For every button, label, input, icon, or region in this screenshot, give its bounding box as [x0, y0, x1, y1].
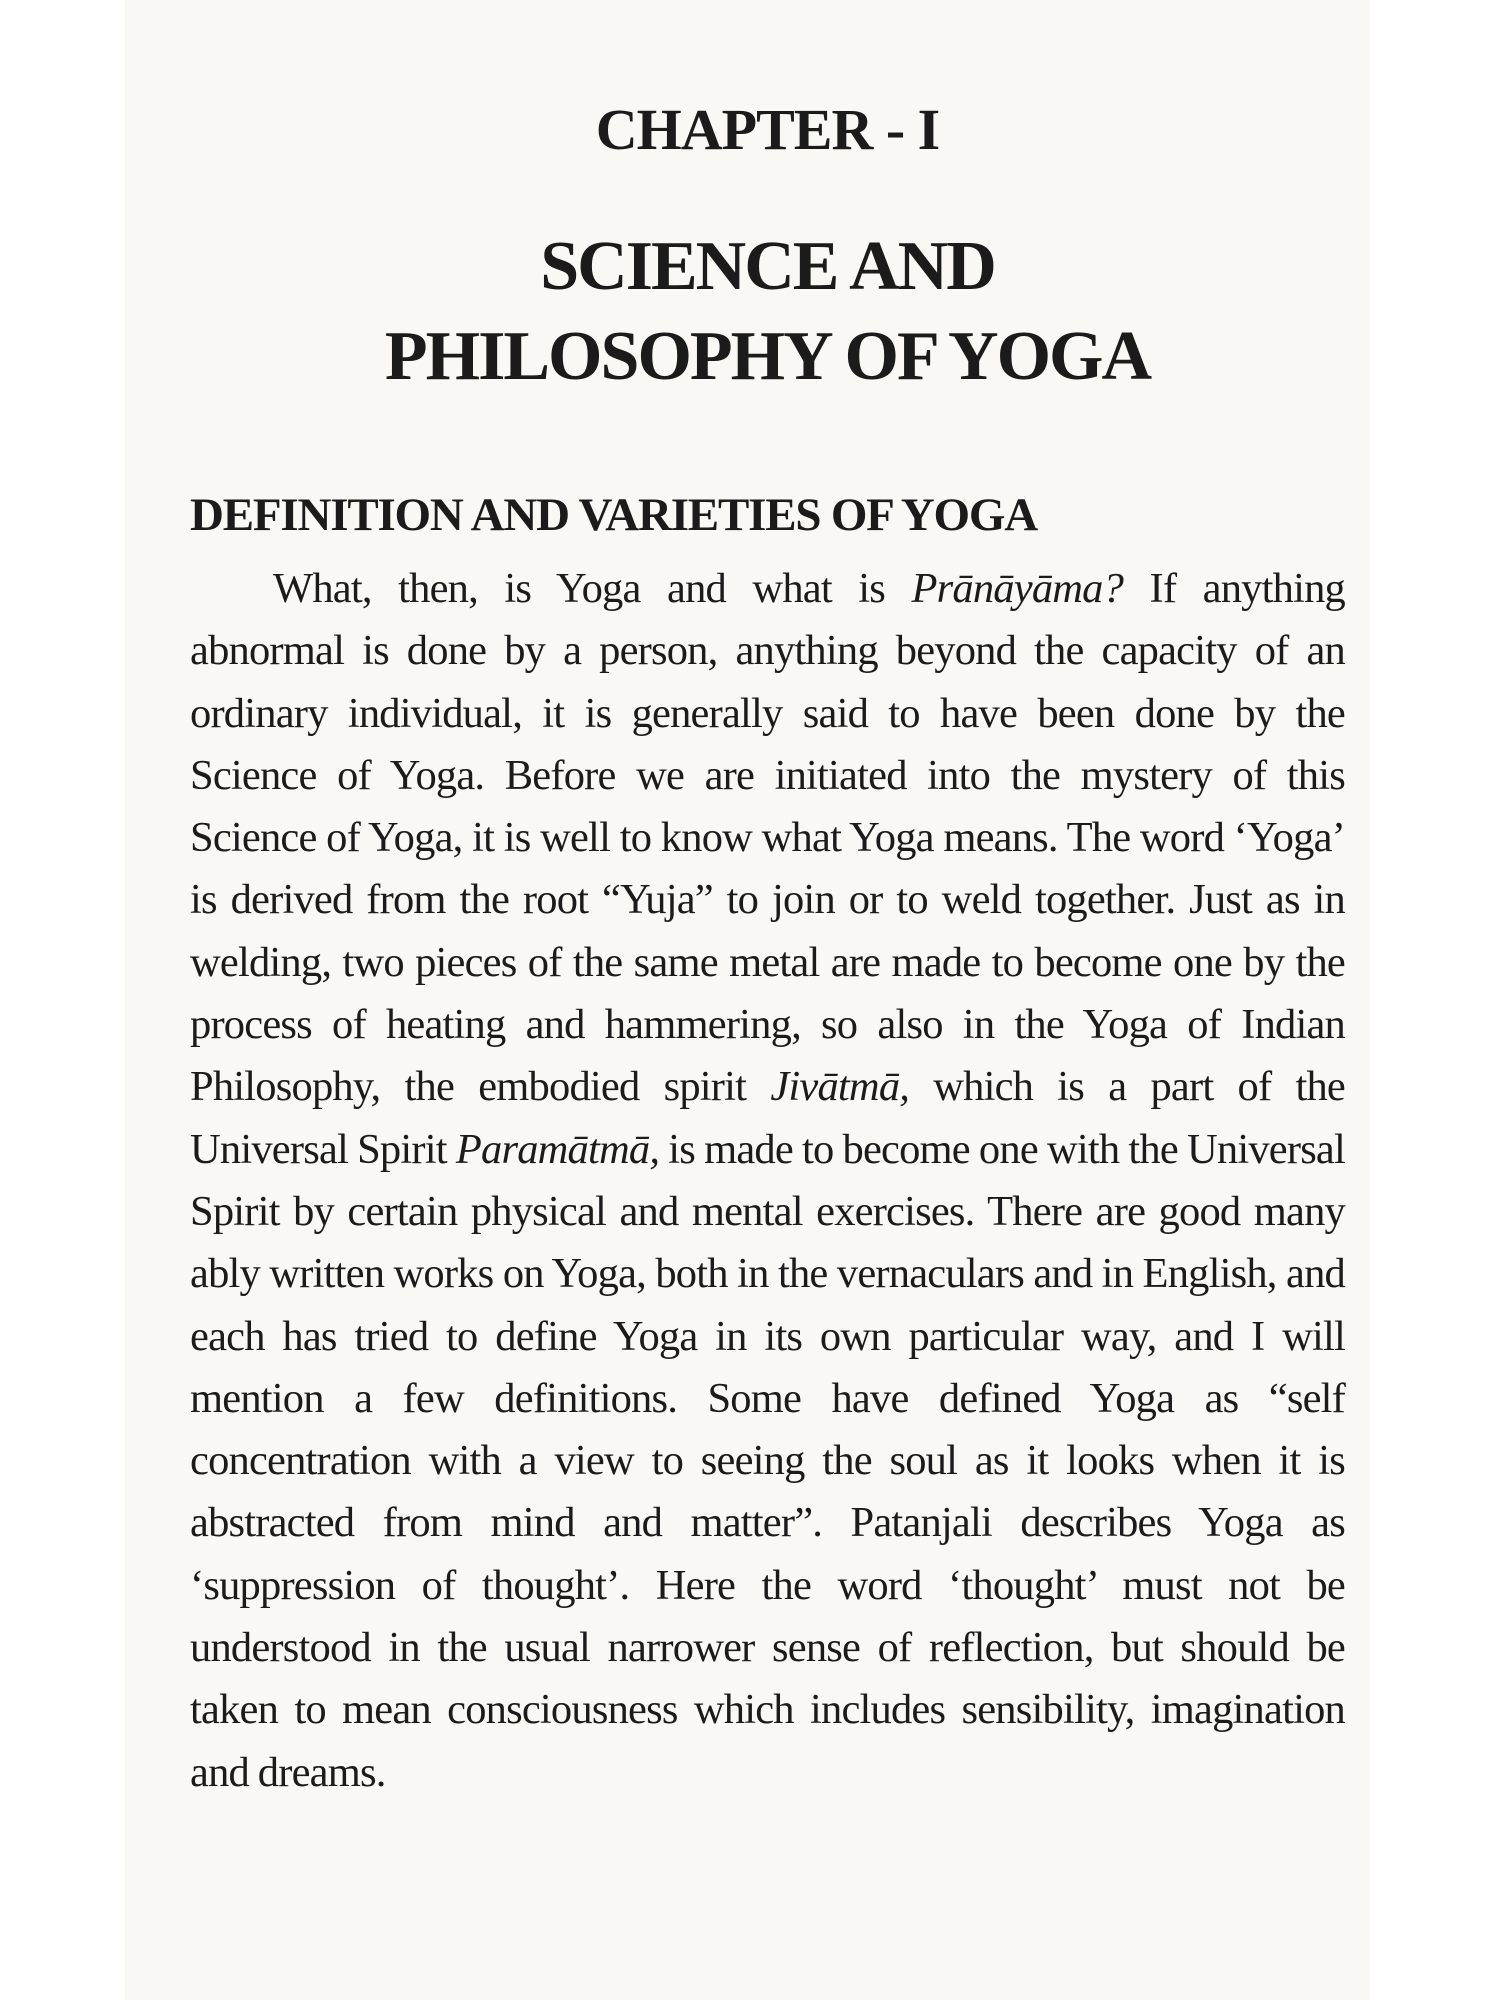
paragraph-text-1: What, then, is Yoga and what is	[273, 565, 912, 612]
section-heading: DEFINITION AND VARIETIES OF YOGA	[190, 489, 1037, 541]
paragraph-text-4: is made to become one with the Universal Spirit by certain physical and mental exercises. There are good many ably written works on Yoga, both in the vernaculars and in English, and each has tried to define Yoga in its own particular way, and I will mention a few definitions. Some have defined Yoga as “self concentration with a view to seeing the soul as it looks when it is abstracted from mind and matter”. Patanjali describes Yoga as ‘suppression of thought’. Here the word ‘thought’ must not be understood in the usual narrower sense of reflection, but should be taken to mean consciousness which includes sensibility, imagination and dreams.	[190, 1125, 1346, 1796]
term-jivatma: Jivātmā,	[770, 1063, 910, 1111]
term-paramatma: Paramātmā,	[455, 1125, 660, 1173]
chapter-title-line-2: PHILOSOPHY OF YOGA	[384, 318, 1151, 395]
page-content	[190, 90, 1345, 1804]
chapter-title-line-1: SCIENCE AND	[540, 228, 995, 305]
chapter-label: CHAPTER - I	[595, 97, 940, 162]
term-pranayama: Prānāyāma?	[911, 565, 1124, 612]
paragraph-text-3: which is a part of the Universal Spirit	[190, 1063, 1345, 1173]
paragraph-text-2: If anything abnormal is done by a person, anything beyond the capacity of an ordinary individual, it is generally said to have been done by the Science of Yoga. Before we are initiated into the mystery of this Science of Yoga, it is well to know what Yoga means. The word ‘Yoga’ is derived from the root “Yuja” to join or to weld together. Just as in welding, two pieces of the same metal are made to become one by the process of heating and hammering, so also in the Yoga of Indian Philosophy, the embodied spirit	[190, 565, 1345, 1111]
chapter-title	[190, 222, 1345, 402]
body-paragraph	[190, 558, 1345, 1804]
